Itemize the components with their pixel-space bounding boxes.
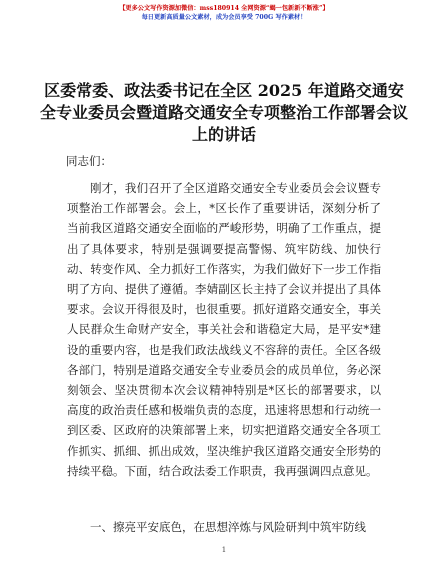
- promo-banner-line-2: 每日更新高质量公文素材，成为会员享受 700G 写作素材！: [141, 14, 307, 21]
- salutation: 同志们：: [66, 154, 112, 168]
- promo-banner: [0, 0, 448, 22]
- body-paragraph: 刚才，我们召开了全区道路交通安全专业委员会会议暨专项整治工作部署会。会上，*区长作了重要讲话，深刻分析了当前我区道路交通安全面临的严峻形势，明确了工作重点，提出了具体要求，特别是强调要提高警惕、筑牢防线、加快行动、转变作风、全力抓好工作落实，为我们做好下一步工作指明了方向、提供了遵循。李婧副区长主持了会议并提出了具体要求。会议开得很及时，也很重要。抓好道路交通安全，事关人民群众生命财产安全，事关社会和谐稳定大局，是平安*建设的重要内容，也是我们政法战线义不容辞的责任。全区各级各部门，特别是道路交通安全专业委员会的成员单位，务必深刻领会、坚决贯彻本次会议精神特别是*区长的部署要求，以高度的政治责任感和极端负责的态度，迅速将思想和行动统一到区委、区政府的决策部署上来，切实把道路交通安全各项工作抓实、抓细、抓出成效，坚决维护我区道路交通安全形势的持续平稳。下面，结合政法委工作职责，我再强调四点意见。: [67, 181, 381, 478]
- section-heading-1: 一、擦亮平安底色，在思想淬炼与风险研判中筑牢防线: [90, 520, 366, 534]
- page-number: 1: [221, 546, 227, 554]
- promo-banner-line-1: 【更多公文写作资源加微信：mss180914 全网资源“蝎一包新新不断涨”】: [119, 5, 329, 12]
- document-title: 区委常委、政法委书记在全区 2025 年道路交通安全专业委员会暨道路交通安全专项整治工作部署会议上的讲话: [40, 81, 409, 144]
